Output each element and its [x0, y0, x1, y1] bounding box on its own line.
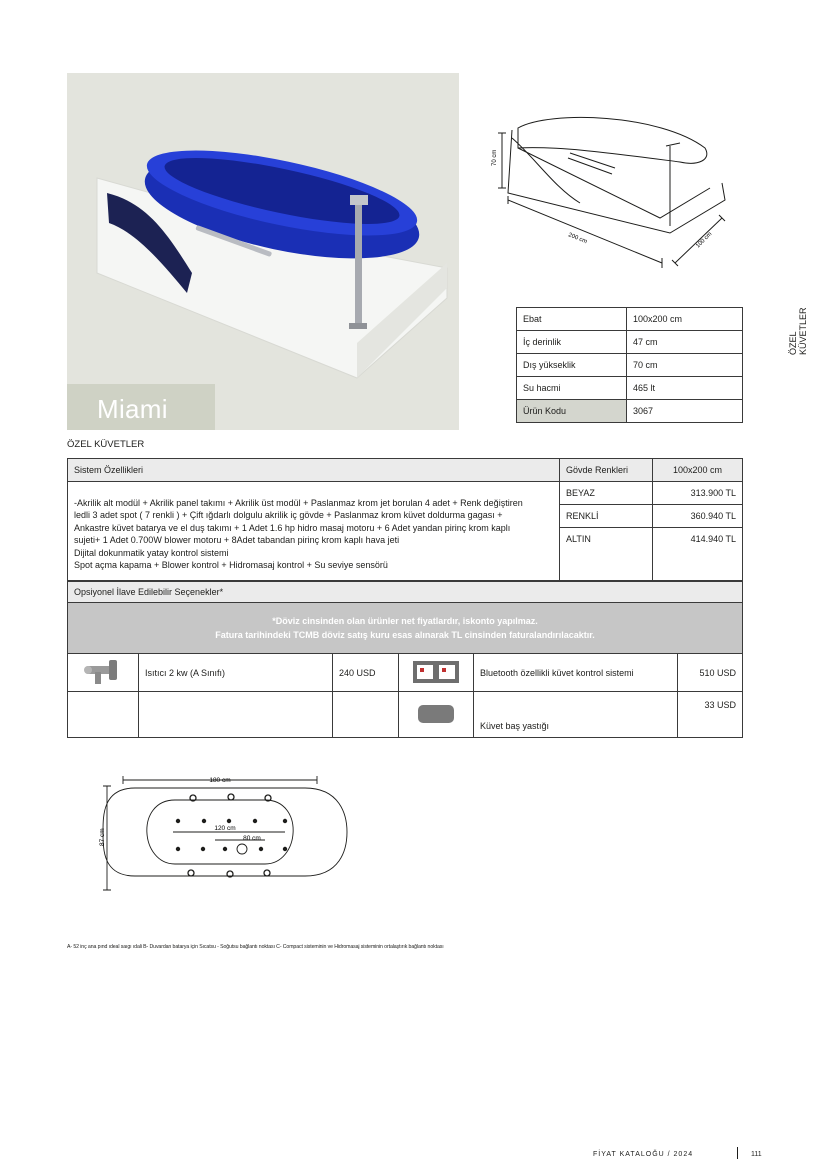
drawing-height-label: 70 cm: [492, 149, 498, 166]
heater-image-cell: [68, 654, 139, 692]
side-label-line1: ÖZEL: [788, 331, 798, 355]
option-image-cell: [68, 692, 139, 738]
currency-notice: [68, 603, 743, 654]
product-name: Miami: [97, 394, 168, 424]
option-price: 510 USD: [678, 654, 743, 692]
dimension-drawing: [490, 108, 730, 273]
feature-line: Dijital dokunmatik yatay kontrol sistemi: [74, 547, 229, 558]
option-row: [68, 692, 743, 738]
catalog-footer: FİYAT KATALOĞU / 2024: [593, 1151, 694, 1158]
price-color-label: ALTIN: [560, 528, 653, 581]
feature-line: sujeti+ 1 Adet 0.700W blower motoru + 8Adet tabandan pirinç krom kaplı hava jeti: [74, 535, 400, 545]
spec-value: 70 cm: [627, 354, 743, 377]
page-number: 111: [751, 1151, 762, 1158]
option-price: 240 USD: [333, 654, 399, 692]
pillow-icon: [416, 702, 456, 726]
spec-row: [517, 354, 743, 377]
spec-row: [517, 400, 743, 423]
control-panel-icon: [412, 660, 460, 684]
spec-label: Ebat: [517, 308, 627, 331]
spec-label: Ürün Kodu: [517, 400, 627, 423]
specs-table: [516, 307, 743, 423]
spec-label: Su hacmi: [517, 377, 627, 400]
option-price: 33 USD: [678, 692, 743, 738]
option-row: [68, 654, 743, 692]
footer-divider: [737, 1147, 738, 1159]
options-header: Opsiyonel İlave Edilebilir Seçenekler*: [68, 582, 743, 603]
spec-label: Dış yükseklik: [517, 354, 627, 377]
product-photo: [67, 73, 459, 430]
drawing-width-label: 100 cm: [695, 231, 714, 250]
spec-value: 465 lt: [627, 377, 743, 400]
size-header: 100x200 cm: [653, 459, 743, 482]
option-price: [333, 692, 399, 738]
option-label: [139, 692, 333, 738]
spec-row: [517, 308, 743, 331]
option-label: Isıtıcı 2 kw (A Sınıfı): [139, 654, 333, 692]
spec-value: 3067: [627, 400, 743, 423]
price-color-label: RENKLİ: [560, 505, 653, 528]
plan-view-drawing: [95, 770, 355, 895]
plan-outer-length: 180 cm: [209, 777, 231, 784]
spec-label: İç derinlik: [517, 331, 627, 354]
price-color-label: BEYAZ: [560, 482, 653, 505]
price-value: 313.900 TL: [653, 482, 743, 505]
features-text: [68, 482, 560, 581]
price-value: 414.940 TL: [653, 528, 743, 581]
price-value: 360.940 TL: [653, 505, 743, 528]
section-title: ÖZEL KÜVETLER: [67, 439, 145, 450]
option-label: Bluetooth özellikli küvet kontrol sistemi: [474, 654, 678, 692]
footnote: A- 52 inç ana pınd ıdeal saıgı ıdali B- Duvardan batarya için Sıcatsu - Soğutsu bağlantı noktası C- Compact sisteminin ve Hidromasaj sisteminin ortalaştırık bağlantı noktası: [67, 944, 444, 950]
spec-value: 100x200 cm: [627, 308, 743, 331]
pillow-image-cell: [399, 692, 474, 738]
feature-line: Ankastre küvet batarya ve el duş takımı + 1 Adet 1.6 hp hidro masaj motoru + 6 Adet yandan pirinç krom kaplı: [74, 522, 511, 533]
plan-inner-length: 120 cm: [214, 825, 236, 832]
feature-line: Spot açma kapama + Blower kontrol + Hidromasaj kontrol + Su seviye sensörü: [74, 560, 388, 570]
notice-line2: Fatura tarihindeki TCMB döviz satış kuru esas alınarak TL cinsinden faturalandırılacaktır.: [215, 630, 595, 640]
side-label-line2: KÜVETLER: [798, 307, 808, 355]
features-price-table: [67, 458, 743, 581]
spec-row: [517, 377, 743, 400]
features-header: Sistem Özellikleri: [68, 459, 560, 482]
notice-line1: *Döviz cinsinden olan ürünler net fiyatlardır, iskonto yapılmaz.: [272, 616, 538, 626]
heater-icon: [81, 658, 125, 686]
spec-row: [517, 331, 743, 354]
plan-inner-width: 80 cm: [243, 835, 261, 842]
feature-line: ledli 3 adet spot ( 7 renkli ) + Çift ığdarlı dolgulu akrilik iç gövde + Paslanmaz krom küvet doldurma gagası +: [74, 510, 503, 520]
side-category-label: [788, 305, 812, 355]
option-label: Küvet baş yastığı: [474, 692, 678, 738]
colors-header: Gövde Renkleri: [560, 459, 653, 482]
feature-line: -Akrilik alt modül + Akrilik panel takımı + Akrilik üst modül + Paslanmaz krom jet borulan 4 adet + Renk değiştiren: [74, 497, 523, 508]
drawing-length-label: 200 cm: [567, 232, 588, 246]
bathtub-illustration: [67, 73, 459, 430]
options-table: [67, 581, 743, 738]
bluetooth-image-cell: [399, 654, 474, 692]
spec-value: 47 cm: [627, 331, 743, 354]
plan-outer-width: 87 cm: [99, 828, 106, 846]
